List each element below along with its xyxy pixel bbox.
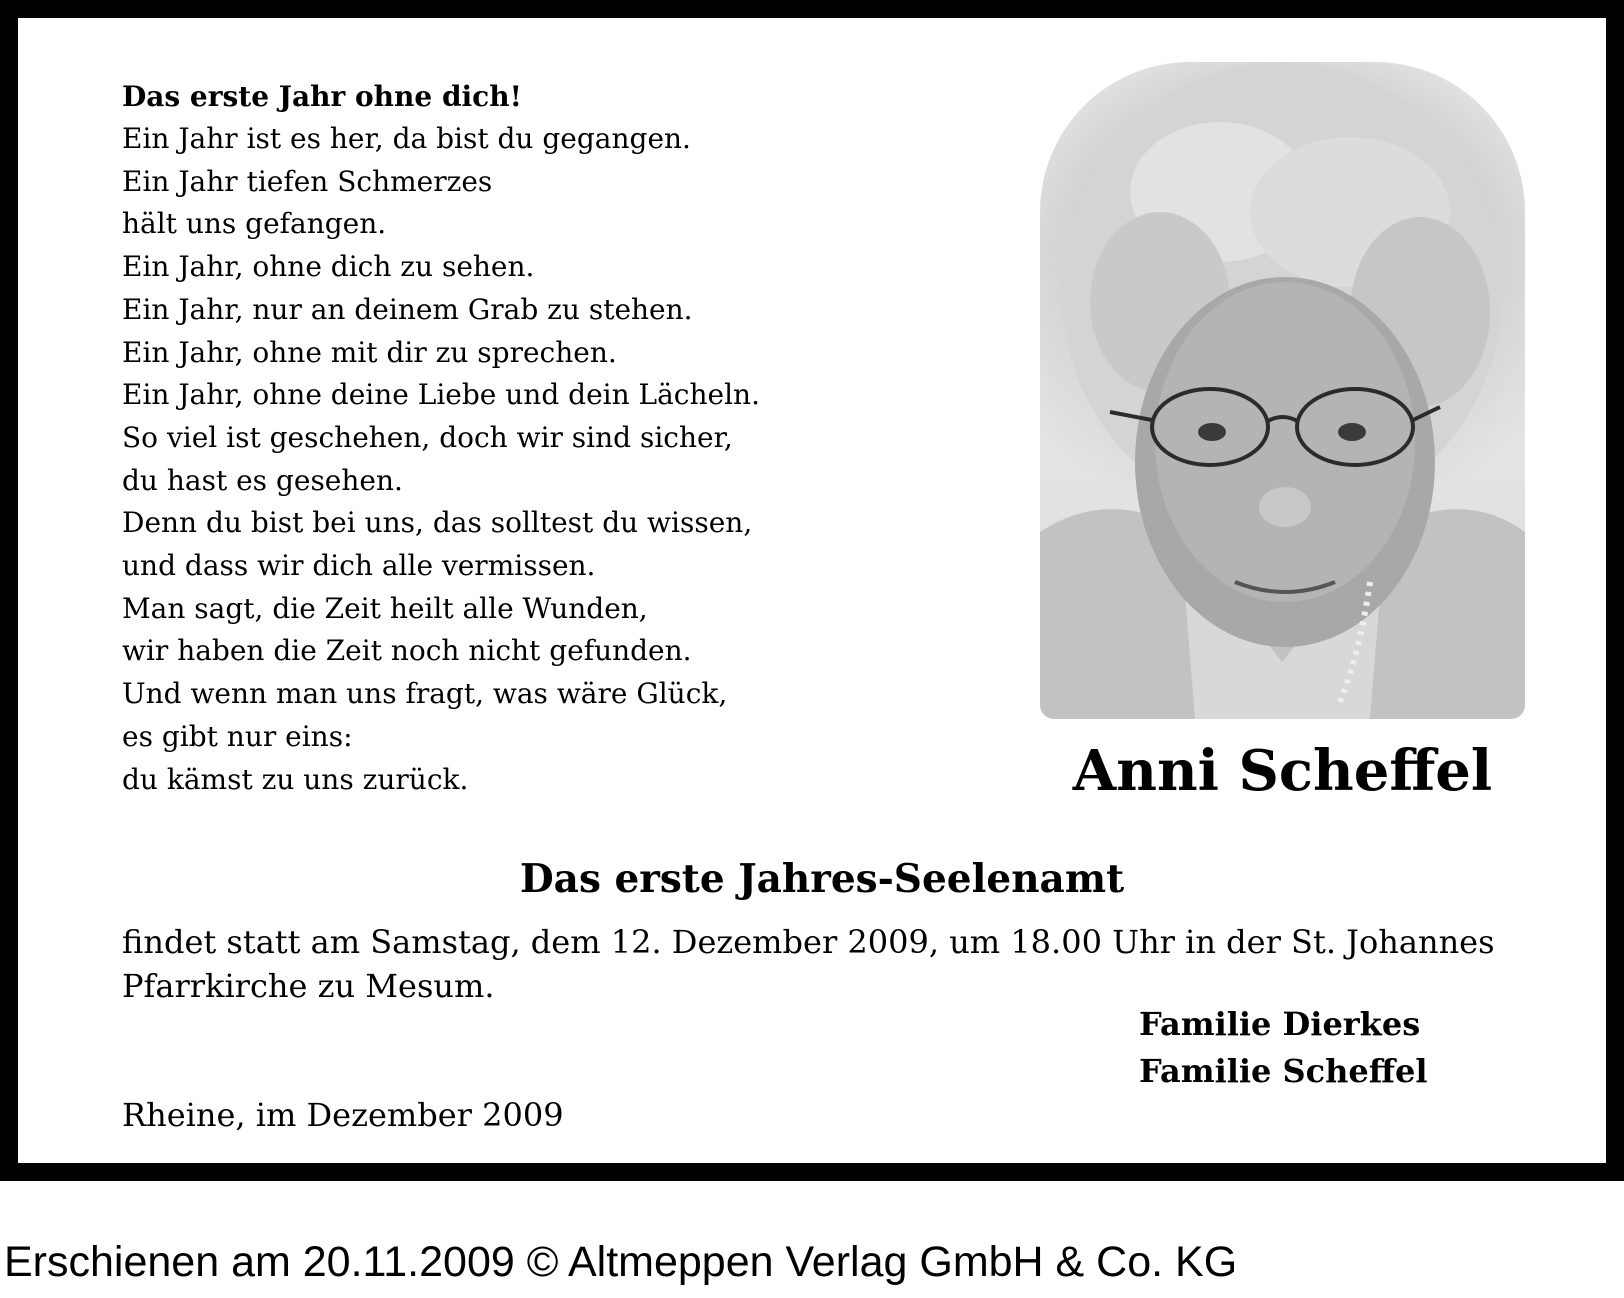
poem-line: hält uns gefangen. xyxy=(122,207,387,241)
poem-line: Ein Jahr ist es her, da bist du gegangen. xyxy=(122,122,691,155)
signatures xyxy=(1139,1001,1499,1095)
portrait-illustration xyxy=(1040,62,1525,719)
service-heading: Das erste Jahres-Seelenamt xyxy=(519,856,1125,902)
memorial-poem xyxy=(122,75,942,801)
poem-line: Denn du bist bei uns, das solltest du wissen, xyxy=(122,506,753,540)
signature-family: Familie Dierkes xyxy=(1139,1005,1421,1043)
poem-line: Ein Jahr, ohne mit dir zu sprechen. xyxy=(122,335,617,369)
publication-note: Erschienen am 20.11.2009 © Altmeppen Verlag GmbH & Co. KG xyxy=(4,1238,1238,1286)
poem-line: wir haben die Zeit noch nicht gefunden. xyxy=(122,634,692,668)
poem-line: Ein Jahr, nur an deinem Grab zu stehen. xyxy=(122,292,693,326)
poem-line: Ein Jahr, ohne deine Liebe und dein Lächeln. xyxy=(122,378,760,412)
deceased-name: Anni Scheffel xyxy=(1072,738,1493,804)
signature-family: Familie Scheffel xyxy=(1139,1052,1428,1090)
poem-line: Man sagt, die Zeit heilt alle Wunden, xyxy=(122,591,648,625)
poem-line: Und wenn man uns fragt, was wäre Glück, xyxy=(122,677,728,711)
poem-line: du kämst zu uns zurück. xyxy=(122,762,469,796)
service-details: findet statt am Samstag, dem 12. Dezember 2009, um 18.00 Uhr in der St. Johannes Pfarrkirche zu Mesum. xyxy=(122,923,1495,1005)
poem-line: Ein Jahr tiefen Schmerzes xyxy=(122,164,493,198)
poem-line: es gibt nur eins: xyxy=(122,719,353,753)
portrait-photo xyxy=(1040,62,1525,719)
poem-line: du hast es gesehen. xyxy=(122,463,403,497)
poem-line: So viel ist geschehen, doch wir sind sicher, xyxy=(122,420,733,454)
poem-title: Das erste Jahr ohne dich! xyxy=(122,80,522,113)
poem-line: Ein Jahr, ohne dich zu sehen. xyxy=(122,250,535,284)
poem-line: und dass wir dich alle vermissen. xyxy=(122,549,596,583)
place-date: Rheine, im Dezember 2009 xyxy=(122,1096,564,1134)
